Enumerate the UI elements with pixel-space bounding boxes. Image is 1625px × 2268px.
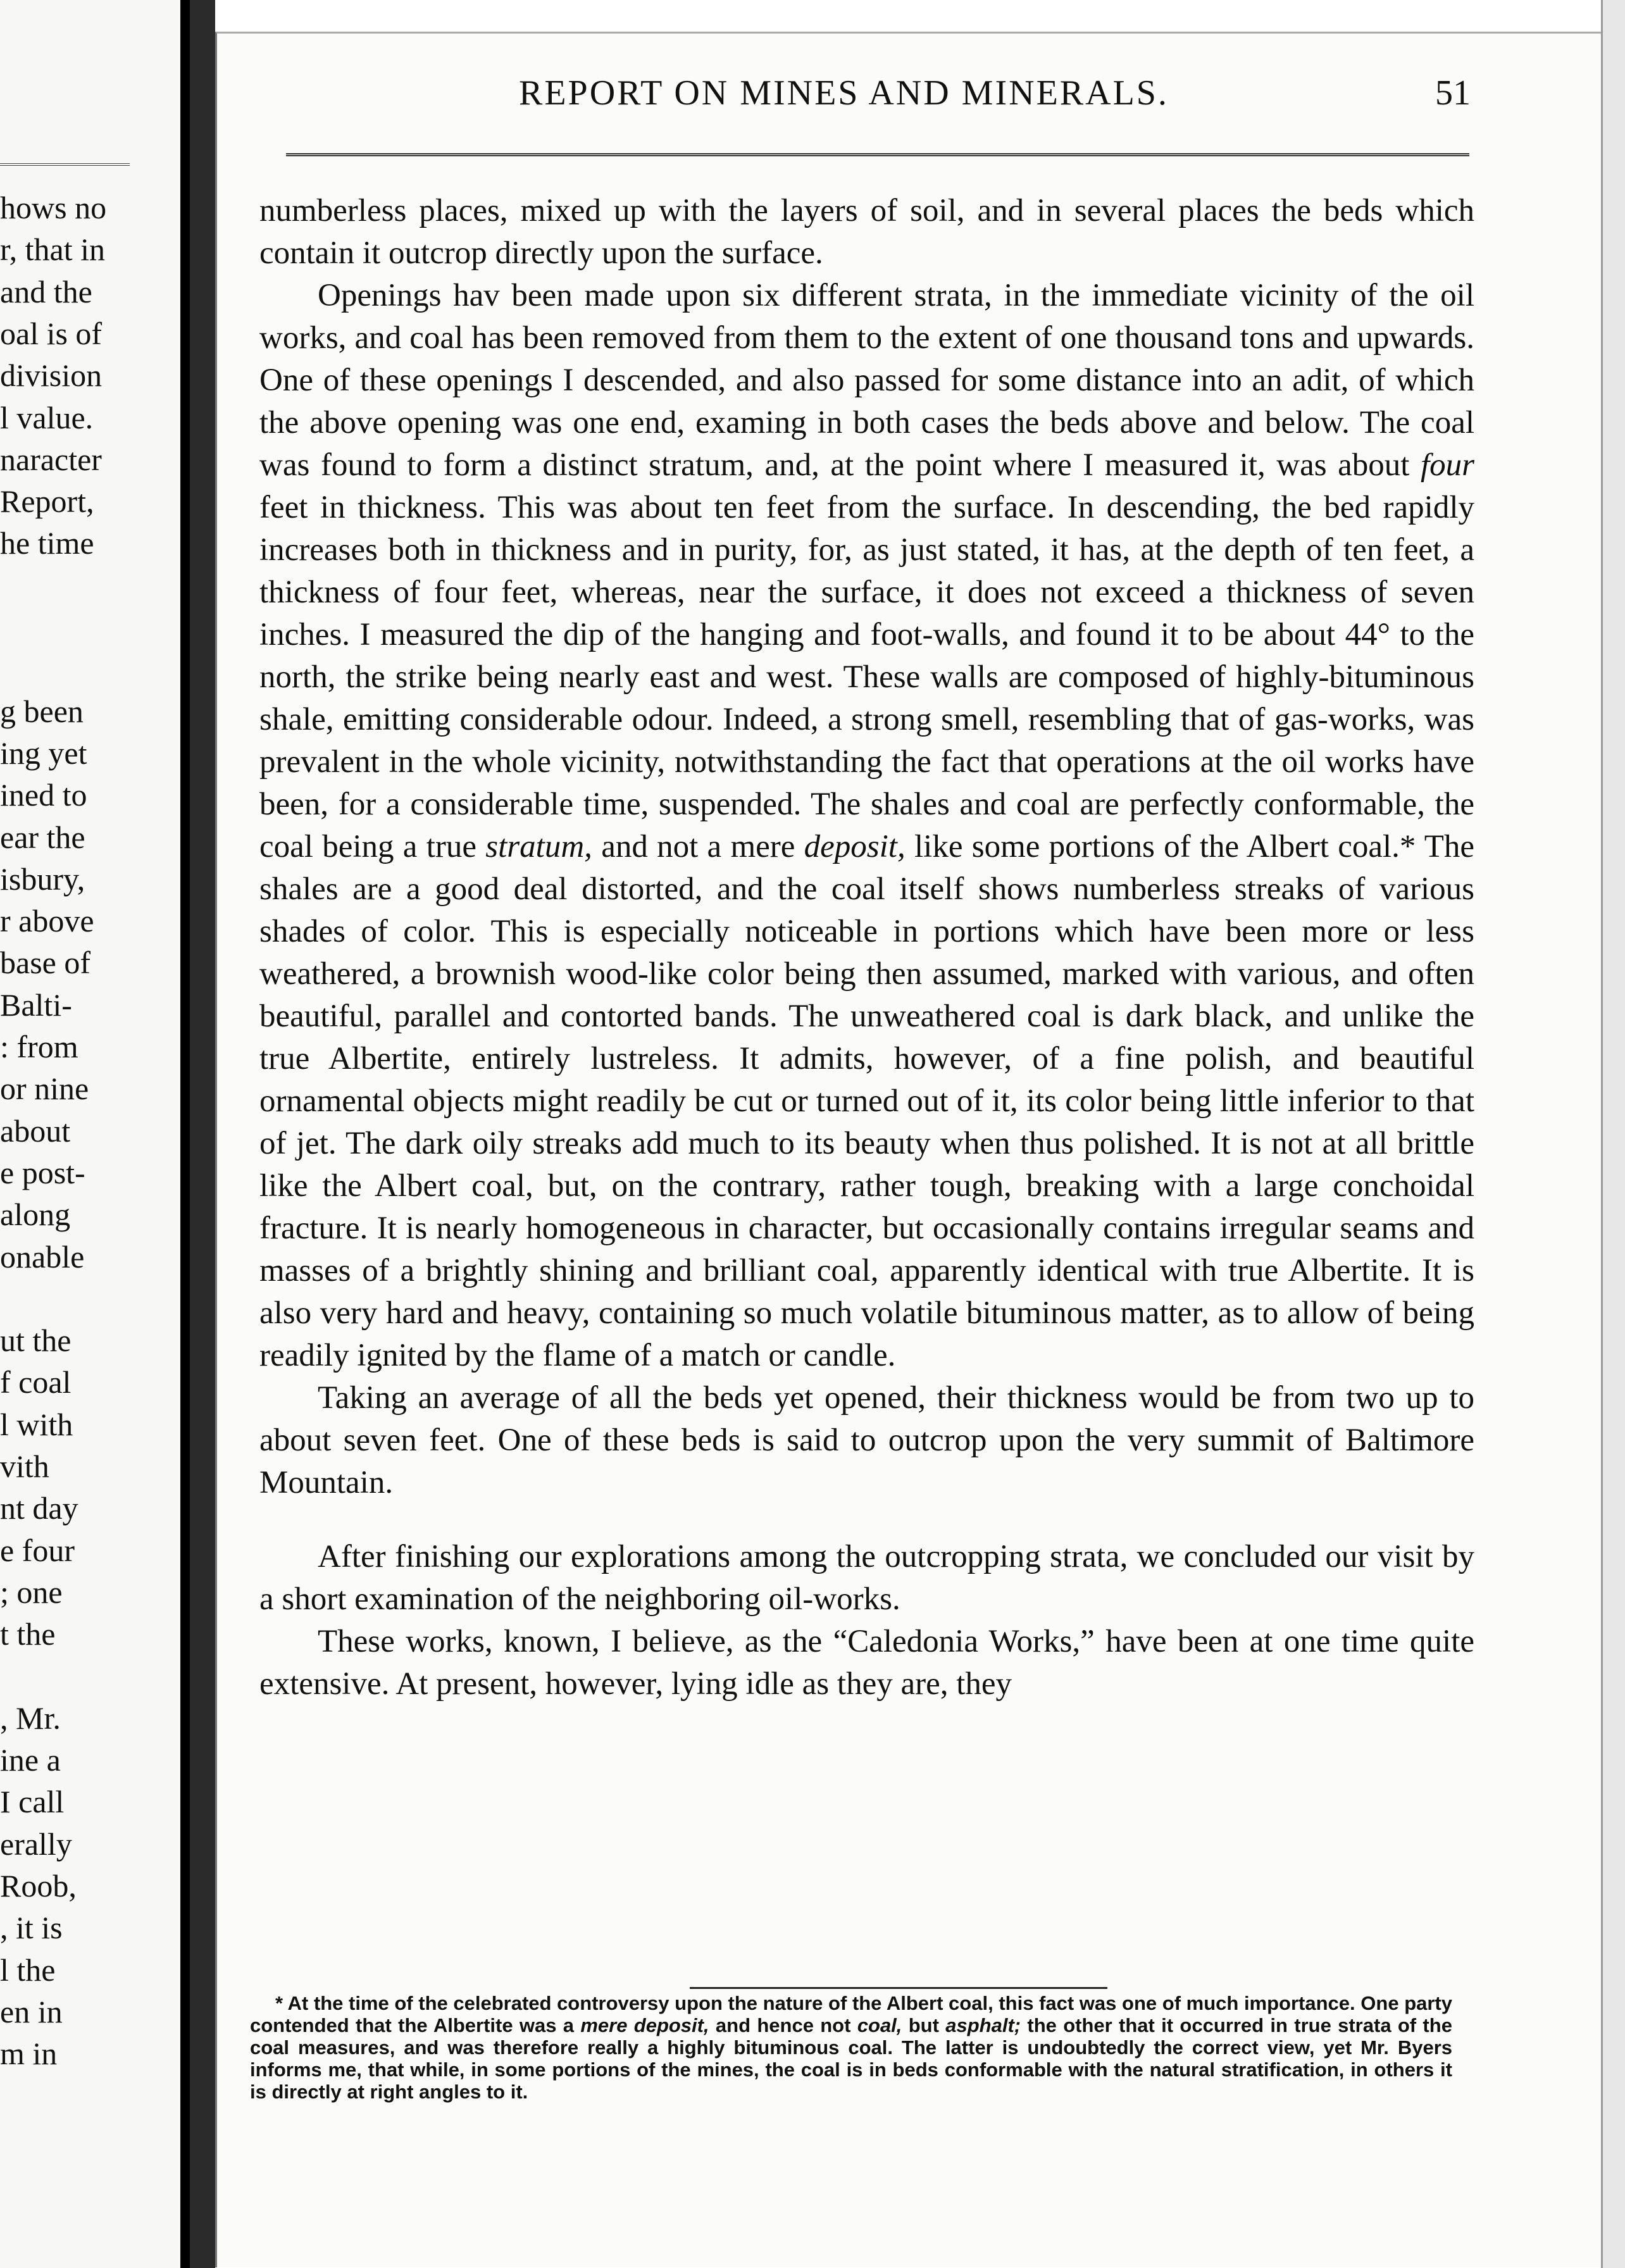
running-title: REPORT ON MINES AND MINERALS.	[519, 73, 1169, 113]
facing-page-line: r, that in	[0, 232, 106, 268]
paragraph: Taking an average of all the beds yet opened, their thickness would be from two up to about seven feet. One of these beds is said to outcrop upon the very summit of Baltimore Mountain.	[259, 1380, 1474, 1500]
facing-page-line: , it is	[0, 1910, 63, 1946]
facing-page-line: l the	[0, 1952, 56, 1988]
facing-page-line: f coal	[0, 1364, 72, 1400]
facing-page-line: : from	[0, 1029, 78, 1064]
facing-page-line: en in	[0, 1993, 63, 2029]
facing-page-line: vith	[0, 1449, 49, 1484]
paragraph: numberless places, mixed up with the layers of soil, and in several places the beds which contain it outcrop directly upon the surface.	[259, 193, 1474, 271]
page-edge	[1601, 0, 1625, 2268]
facing-page-line: Report,	[0, 483, 94, 520]
facing-page-line: ine a	[0, 1742, 61, 1778]
facing-page-line: ear the	[0, 819, 85, 855]
page-number: 51	[1435, 73, 1471, 113]
facing-page-line: ut the	[0, 1323, 72, 1359]
facing-page-line: Balti-	[0, 987, 72, 1023]
paragraph: These works, known, I believe, as the “Caledonia Works,” have been at one time quite extensive. At present, however, lying idle as they are, they	[259, 1624, 1474, 1702]
facing-page-line: division	[0, 358, 103, 394]
facing-page-line: hows no	[0, 190, 107, 225]
facing-page-rule	[0, 163, 130, 166]
facing-page-line: ing yet	[0, 735, 87, 771]
facing-page-line: Roob,	[0, 1868, 77, 1904]
paragraph: Openings hav been made upon six different strata, in the immediate vicinity of the oil works, and coal has been removed from them to the extent of one thousand tons and upwards. One of these openings I descended, and also passed for some distance into an adit, of which the above opening was one end, examing in both cases the beds above and below. The coal was found to form a distinct stratum, and, at the point where I measured it, was about four feet in thickness. This was about ten feet from the surface. In descending, the bed rapidly increases both in thickness and in purity, for, as just stated, it has, at the depth of ten feet, a thickness of four feet, whereas, near the surface, it does not exceed a thickness of seven inches. I measured the dip of the hanging and foot-walls, and found it to be about 44° to the north, the strike being nearly east and west. These walls are composed of highly-bituminous shale, emitting considerable odour. Indeed, a strong smell, resembling that of gas-works, was prevalent in the whole vicinity, notwithstanding the fact that operations at the oil works have been, for a considerable time, suspended. The shales and coal are perfectly conformable, the coal being a true stratum, and not a mere deposit, like some portions of the Albert coal.* The shales are a good deal distorted, and the coal itself shows numberless streaks of various shades of color. This is especially noticeable in portions which have been more or less weathered, a brownish wood-like color being then assumed, marked with various, and often beautiful, parallel and contorted bands. The unweathered coal is dark black, and unlike the true Albertite, entirely lustreless. It admits, however, of a fine polish, and beautiful ornamental objects might readily be cut or turned out of it, its color being little inferior to that of jet. The dark oily streaks add much to its beauty when thus polished. It is not at all brittle like the Albert coal, but, on the contrary, rather tough, breaking with a large conchoidal fracture. It is nearly homogeneous in character, but occasionally contains irregular seams and masses of a brightly shining and brilliant coal, apparently identical with true Albertite. It is also very hard and heavy, containing so much volatile bituminous matter, as to allow of being readily ignited by the flame of a match or candle.	[259, 278, 1475, 1373]
facing-page-line: onable	[0, 1238, 85, 1274]
facing-page-line: ined to	[0, 777, 87, 813]
facing-page-line: base of	[0, 945, 90, 981]
paragraph: After finishing our explorations among the outcropping strata, we concluded our visit by a short examination of the neighboring oil-works.	[259, 1539, 1474, 1617]
facing-page-line: and the	[0, 273, 92, 309]
gutter-shadow	[190, 0, 215, 2268]
facing-page-line: about	[0, 1112, 71, 1149]
facing-page-line: e four	[0, 1532, 75, 1568]
facing-page-line: l with	[0, 1406, 73, 1442]
header-rule	[286, 153, 1469, 156]
footnote: * At the time of the celebrated controversy upon the nature of the Albert coal, this fact was one of much importance. One party contended that the Albertite was a mere deposit, and hence not coal, but asphalt; the other that it occurred in true strata of the coal measures, and was therefore really a highly bituminous coal. The latter is undoubtedly the correct view, yet Mr. Byers informs me, that while, in some portions of the mines, the coal is in beds conformable with the natural stratification, in others it is directly at right angles to it.	[250, 1992, 1452, 2103]
facing-page-line: ; one	[0, 1574, 63, 1610]
facing-page-line: g been	[0, 693, 84, 729]
facing-page-line: t the	[0, 1616, 56, 1652]
body-text	[259, 190, 1474, 1705]
facing-page-line: , Mr.	[0, 1700, 61, 1736]
footnote-rule	[690, 1987, 1107, 1989]
facing-page-line: I call	[0, 1784, 65, 1820]
facing-page-line: l value.	[0, 399, 94, 435]
facing-page-line: r above	[0, 903, 94, 939]
facing-page-line: along	[0, 1197, 71, 1233]
facing-page-line: m in	[0, 2036, 58, 2072]
facing-page-edge	[0, 0, 190, 2268]
facing-page-line: oal is of	[0, 315, 103, 351]
facing-page-line: naracter	[0, 441, 102, 477]
facing-page-line: e post-	[0, 1154, 85, 1190]
facing-page-line: nt day	[0, 1490, 78, 1526]
facing-page-line: isbury,	[0, 861, 85, 897]
facing-page-line: erally	[0, 1826, 72, 1862]
facing-page-line: he time	[0, 525, 94, 561]
facing-page-line: or nine	[0, 1071, 89, 1107]
